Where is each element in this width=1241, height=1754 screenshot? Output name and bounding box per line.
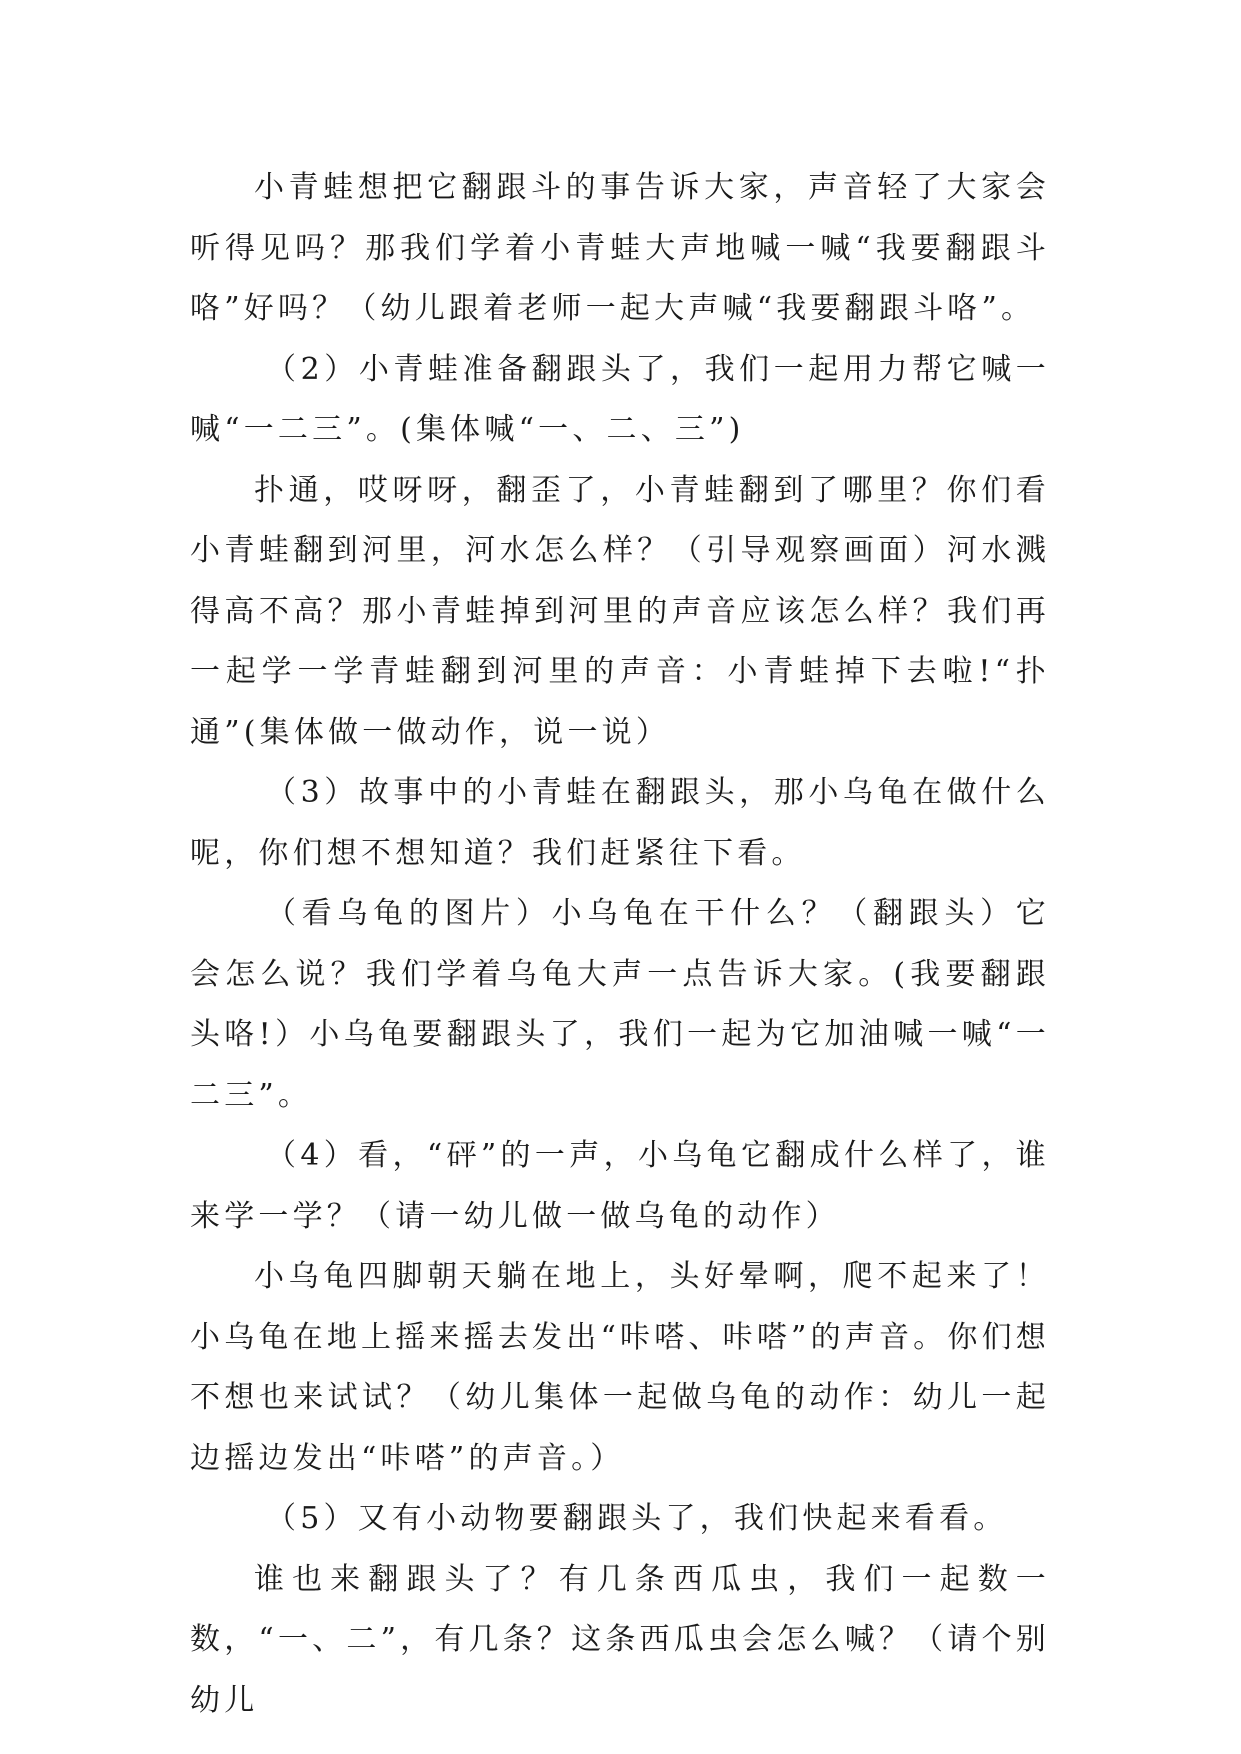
paragraph-7: 小乌龟四脚朝天躺在地上，头好晕啊，爬不起来了！小乌龟在地上摇来摇去发出“咔嗒、咔嗒”的声音。你们想不想也来试试？（幼儿集体一起做乌龟的动作：幼儿一起边摇边发出“咔嗒”的声音。）: [190, 1259, 1050, 1476]
paragraph-4: （3）故事中的小青蛙在翻跟头，那小乌龟在做什么呢，你们想不想知道？我们赶紧往下看。: [190, 775, 1050, 871]
paragraph-5: （看乌龟的图片）小乌龟在干什么？（翻跟头）它会怎么说？我们学着乌龟大声一点告诉大家。(我要翻跟头咯!）小乌龟要翻跟头了，我们一起为它加油喊一喊“一二三”。: [190, 896, 1050, 1113]
paragraph-1: 小青蛙想把它翻跟斗的事告诉大家，声音轻了大家会听得见吗？那我们学着小青蛙大声地喊一喊“我要翻跟斗咯”好吗？（幼儿跟着老师一起大声喊“我要翻跟斗咯”。: [190, 170, 1050, 326]
document-body: [190, 158, 1050, 1731]
paragraph-9: 谁也来翻跟头了？有几条西瓜虫，我们一起数一数，“一、二”，有几条？这条西瓜虫会怎么喊？（请个别幼儿: [190, 1561, 1050, 1718]
paragraph-3: 扑通，哎呀呀，翻歪了，小青蛙翻到了哪里？你们看小青蛙翻到河里，河水怎么样？（引导观察画面）河水溅得高不高？那小青蛙掉到河里的声音应该怎么样？我们再一起学一学青蛙翻到河里的声音：小青蛙掉下去啦!“扑通”(集体做一做动作，说一说）: [190, 472, 1050, 750]
paragraph-8: （5）又有小动物要翻跟头了，我们快起来看看。: [266, 1501, 1008, 1536]
paragraph-2: （2）小青蛙准备翻跟头了，我们一起用力帮它喊一喊“一二三”。(集体喊“一、二、三”): [190, 351, 1050, 447]
paragraph-6: （4）看，“砰”的一声，小乌龟它翻成什么样了，谁来学一学？（请一幼儿做一做乌龟的动作）: [190, 1138, 1050, 1234]
